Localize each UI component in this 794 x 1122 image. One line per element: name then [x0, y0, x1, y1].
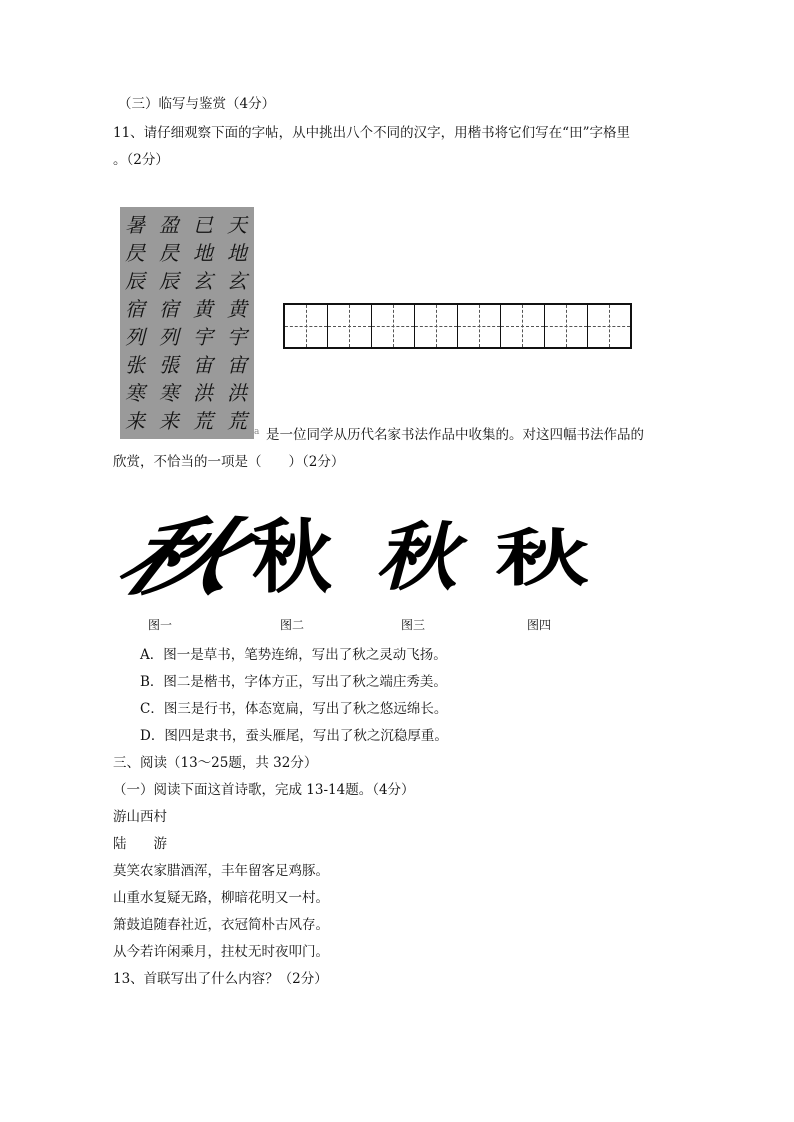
option-c: C．图三是行书，体态宽扁，写出了秋之悠远绵长。 [140, 701, 448, 717]
copybook-char: 辰 [159, 269, 179, 293]
copybook-char: 列 [159, 325, 179, 349]
copybook-char: 玄 [227, 269, 247, 293]
grid-cell[interactable] [545, 305, 588, 347]
copybook-column-2 [190, 211, 216, 435]
figure-2-char: 秋 [252, 511, 332, 604]
copybook-char: 玄 [193, 269, 213, 293]
figure-1-char: 秋 [101, 508, 259, 607]
copybook-char: 辰 [125, 269, 145, 293]
section-heading-calligraphy: （三）临写与鉴赏（4分） [118, 96, 276, 112]
copybook-column-1 [224, 211, 250, 435]
question-13-text: 13、首联写出了什么内容？（2分） [113, 971, 328, 987]
option-a: A．图一是草书，笔势连绵，写出了秋之灵动飞扬。 [140, 647, 447, 663]
copybook-char: 宿 [159, 297, 179, 321]
figure-caption: 图二 [279, 618, 304, 632]
poem-line: 山重水复疑无路，柳暗花明又一村。 [113, 890, 329, 906]
copybook-column-3 [156, 211, 182, 435]
question-12-prompt: 欣赏，不恰当的一项是（ ）（2分） [113, 454, 345, 470]
question-11-text: 11、请仔细观察下面的字帖，从中挑出八个不同的汉字，用楷书将它们写在“田”字格里 [113, 125, 630, 141]
copybook-char: 天 [227, 213, 247, 237]
calligraphy-figure-3-running [368, 510, 464, 606]
part-three-heading: 三、阅读（13～25题，共 32分） [113, 755, 318, 771]
copybook-char: 黄 [227, 297, 247, 321]
copybook-char: 宙 [227, 353, 247, 377]
poem-author: 陆 游 [113, 836, 167, 852]
copybook-char: 暑 [125, 213, 145, 237]
copybook-char: 来 [125, 409, 145, 433]
copybook-char: 来 [159, 409, 179, 433]
subsection-one-heading: （一）阅读下面这首诗歌，完成 13-14题。（4分） [113, 782, 415, 798]
calligraphy-figure-1-cursive [101, 508, 259, 607]
grid-cell[interactable] [415, 305, 458, 347]
copybook-char: 寒 [159, 381, 179, 405]
copybook-char: 宇 [227, 325, 247, 349]
copybook-char: 张 [125, 353, 145, 377]
copybook-char: 荒 [227, 409, 247, 433]
grid-cell[interactable] [458, 305, 501, 347]
grid-cell[interactable] [588, 305, 630, 347]
copybook-char: 宇 [193, 325, 213, 349]
figure-caption: 图四 [526, 618, 551, 632]
question-11-score: 。（2分） [113, 152, 169, 168]
copybook-char: 列 [125, 325, 145, 349]
poem-title: 游山西村 [113, 809, 167, 825]
copybook-char: 昃 [125, 241, 145, 265]
calligraphy-figure-4-clerical [490, 510, 594, 606]
poem-line: 莫笑农家腊酒浑，丰年留客足鸡豚。 [113, 863, 329, 879]
figure-caption: 图一 [147, 618, 172, 632]
option-d: D．图四是隶书，蚕头雁尾，写出了秋之沉稳厚重。 [140, 728, 448, 744]
copybook-char: 盈 [159, 213, 179, 237]
copybook-char: 黄 [193, 297, 213, 321]
grid-cell[interactable] [372, 305, 415, 347]
copybook-char: 宿 [125, 297, 145, 321]
figure-caption: 图三 [400, 618, 425, 632]
copybook-char: 地 [227, 241, 247, 265]
figure-3-char: 秋 [375, 515, 457, 601]
poem-line: 箫鼓追随春社近，衣冠简朴古风存。 [113, 917, 329, 933]
copybook-char: 已 [193, 213, 213, 237]
poem-line: 从今若许闲乘月，拄杖无时夜叩门。 [113, 944, 329, 960]
copybook-char: 張 [159, 353, 179, 377]
copybook-column-4 [122, 211, 148, 435]
question-12-prefix-fragment: a [254, 427, 260, 437]
copybook-char: 洪 [193, 381, 213, 405]
copybook-char: 洪 [227, 381, 247, 405]
question-12-text: 是一位同学从历代名家书法作品中收集的。对这四幅书法作品的 [266, 427, 644, 443]
copybook-char: 地 [193, 241, 213, 265]
option-b: B．图二是楷书，字体方正，写出了秋之端庄秀美。 [140, 674, 447, 690]
tian-character-grid[interactable] [283, 303, 632, 349]
calligraphy-figure-2-regular [244, 510, 340, 606]
copybook-image [120, 207, 254, 439]
copybook-char: 昃 [159, 241, 179, 265]
copybook-char: 荒 [193, 409, 213, 433]
grid-cell[interactable] [328, 305, 371, 347]
grid-cell[interactable] [501, 305, 544, 347]
figure-4-char: 秋 [495, 521, 589, 594]
copybook-char: 寒 [125, 381, 145, 405]
grid-cell[interactable] [285, 305, 328, 347]
copybook-char: 宙 [193, 353, 213, 377]
